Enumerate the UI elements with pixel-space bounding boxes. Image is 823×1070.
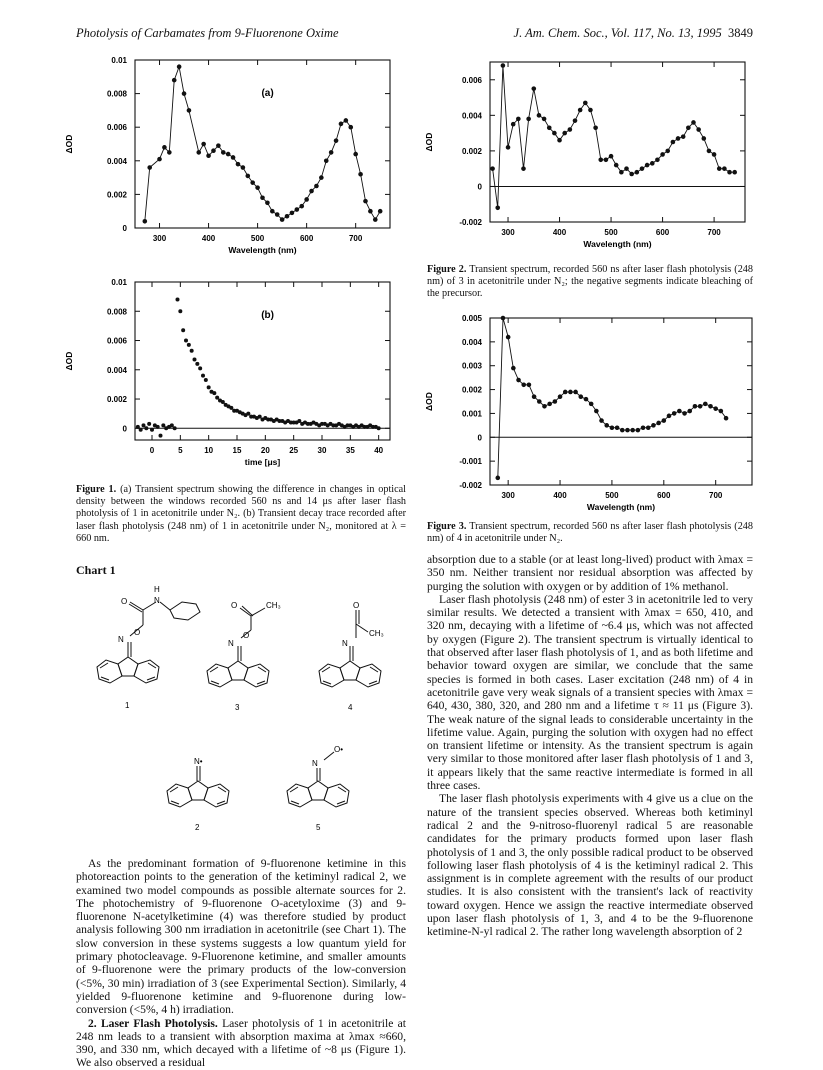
fig2-data-point xyxy=(547,125,552,130)
fig3-data-point xyxy=(682,411,687,416)
fig1b-data-point xyxy=(297,419,301,423)
fig1b-ylabel: ΔOD xyxy=(64,351,74,371)
fig3-xlabel: Wavelength (nm) xyxy=(586,502,656,512)
fig3-data-point xyxy=(553,399,558,404)
fig3-data-point xyxy=(636,428,641,433)
figure-2 xyxy=(420,52,760,262)
fig3-data-point xyxy=(563,390,568,395)
compound-4-methyl: CH₃ xyxy=(369,629,384,638)
fig3-ytick-label: 0.002 xyxy=(461,385,482,395)
fig1a-ytick-label: 0.01 xyxy=(111,56,127,65)
fig2-data-point xyxy=(619,170,624,175)
fig1a-data-point xyxy=(182,91,187,96)
fig1b-data-point xyxy=(144,426,148,430)
fig1a-xtick-label: 500 xyxy=(250,234,265,243)
fig3-data-point xyxy=(610,425,615,430)
fig1b-data-point xyxy=(204,378,208,382)
compound-5-nitrogen: N xyxy=(312,759,318,768)
fig1a-data-point xyxy=(270,209,275,214)
compound-5-radical-oxygen: O• xyxy=(334,745,344,754)
fig1b-xtick-label: 40 xyxy=(374,446,384,455)
fig1b-data-point xyxy=(136,425,140,429)
fig3-data-point xyxy=(630,428,635,433)
fig1b-xtick-label: 25 xyxy=(289,446,299,455)
fig3-ylabel: ΔOD xyxy=(424,392,434,411)
fig1a-data-point xyxy=(167,150,172,155)
chart-1-title: Chart 1 xyxy=(76,563,116,577)
fig2-ytick-label: 0.004 xyxy=(461,111,482,121)
fig2-data-point xyxy=(722,166,727,171)
fig2-xtick-label: 400 xyxy=(552,228,567,237)
fig1b-xlabel: time [μs] xyxy=(244,457,281,467)
fig1b-data-point xyxy=(246,412,250,416)
fig3-data-point xyxy=(646,425,651,430)
fig3-data-point xyxy=(708,404,713,409)
fig1b-data-point xyxy=(161,423,165,427)
fig1b-frame xyxy=(135,282,390,440)
fig1a-frame xyxy=(135,60,390,228)
fig3-data-point xyxy=(719,409,724,414)
fig3-data-point xyxy=(521,383,526,388)
fig1b-ytick-label: 0.002 xyxy=(106,395,127,405)
fig3-data-point xyxy=(698,404,703,409)
fig3-ytick-label: 0.001 xyxy=(461,409,482,419)
fig3-data-point xyxy=(506,335,511,340)
fig1a-xtick-label: 600 xyxy=(299,234,314,243)
fig3-ytick-label: 0.004 xyxy=(461,337,482,347)
compound-4-structure xyxy=(319,610,381,687)
fig1a-data-point xyxy=(339,122,344,127)
figure-3-caption xyxy=(427,521,753,545)
fig2-data-point xyxy=(495,205,500,210)
fig1b-xtick-label: 15 xyxy=(232,446,242,455)
compound-3-carbonyl-oxygen: O xyxy=(231,601,238,610)
fig1b-data-point xyxy=(207,385,211,389)
fig2-data-point xyxy=(531,86,536,91)
fig1b-data-point xyxy=(187,343,191,347)
fig2-data-point xyxy=(511,122,516,127)
fig3-data-point xyxy=(537,399,542,404)
right-column-text xyxy=(427,553,753,939)
fig3-data-point xyxy=(594,409,599,414)
fig2-data-point xyxy=(604,157,609,162)
fig1b-panel-label: (b) xyxy=(261,310,274,321)
fig3-data-point xyxy=(672,411,677,416)
right-paragraph-3: The laser flash photolysis experiments with 4 give us a clue on the nature of the transient species observed. Whereas both ketiminyl radical 2 and the 9-nitroso-fluorenyl radical 5 are reasonable candidates for the primary products formed upon laser flash photolysis of 1 and 3, the only possible radical product to be observed following laser flash photolysis of 4 is the ketiminyl radical 2. This assignment is in complete agreement with the results of our product studies. It is also consistent with the transient's lack of reactivity toward oxygen. Hence we assign the reactive intermediate observed upon laser flash photolysis of 1, 3, and 4 to be the 9-fluorenone ketimine-N-yl radical 2. The rather long wavelength absorption of 2 xyxy=(427,792,753,939)
compound-2-radical-nitrogen: N• xyxy=(194,757,203,766)
fig1a-ytick-label: 0.006 xyxy=(106,123,127,133)
fig2-ytick-label: -0.002 xyxy=(459,218,482,227)
compound-3-nitrogen: N xyxy=(228,639,234,648)
section-heading-laser-flash-photolysis: 2. Laser Flash Photolysis. xyxy=(88,1016,218,1030)
fig2-data-point xyxy=(686,125,691,130)
fig1a-data-point xyxy=(236,162,241,167)
compound-3-label: 3 xyxy=(235,703,240,712)
fig3-data-point xyxy=(651,423,656,428)
fig1b-data-point xyxy=(221,400,225,404)
fig1b-data-point xyxy=(229,406,233,410)
fig1a-data-point xyxy=(348,125,353,130)
left-paragraph-2 xyxy=(76,1017,406,1070)
fig1a-data-point xyxy=(196,150,201,155)
chart-1-structures xyxy=(88,580,408,850)
fig3-data-point xyxy=(495,476,500,481)
fig2-xtick-label: 300 xyxy=(501,228,515,237)
fig3-ytick-label: -0.002 xyxy=(459,481,482,490)
fig1a-data-point xyxy=(177,64,182,69)
fig2-data-point xyxy=(583,101,588,106)
fig1a-data-point xyxy=(275,212,280,217)
fig1a-ytick-label: 0.008 xyxy=(106,89,127,99)
fig1a-data-point xyxy=(143,219,148,224)
fig1a-data-point xyxy=(245,174,250,179)
fig3-data-point xyxy=(573,390,578,395)
fig2-data-point xyxy=(593,125,598,130)
figure-3-svg xyxy=(420,310,765,515)
fig1b-data-point xyxy=(195,362,199,366)
fig1b-data-point xyxy=(258,415,262,419)
fig3-data-point xyxy=(662,418,667,423)
fig1b-xtick-label: 0 xyxy=(149,446,155,455)
fig1a-ytick-label: 0.002 xyxy=(106,190,127,200)
fig1b-data-point xyxy=(147,422,151,426)
left-column-text xyxy=(76,857,406,1070)
fig1b-data-point xyxy=(159,434,163,438)
fig2-xlabel: Wavelength (nm) xyxy=(583,239,652,249)
compound-5-structure xyxy=(287,752,349,807)
fig1b-data-point xyxy=(201,374,205,378)
fig2-ylabel: ΔOD xyxy=(424,132,434,152)
fig1a-data-point xyxy=(295,207,300,212)
left-paragraph-2-text: Laser photolysis of 1 in acetonitrile at 248 nm leads to a transient with absorption maxima at λmax ≈660, 390, and 330 nm, which decayed with a lifetime of ~8 μs (Figure 1). We also observed a residual xyxy=(76,1016,406,1070)
fig1b-ytick-label: 0.01 xyxy=(111,278,127,287)
compound-4-label: 4 xyxy=(348,703,353,712)
fig1b-data-point xyxy=(173,426,177,430)
fig3-data-point xyxy=(667,414,672,419)
compound-1-hydrogen: H xyxy=(154,585,160,594)
right-paragraph-2: Laser flash photolysis (248 nm) of ester 3 in acetonitrile led to very similar results. We detected a transient with λmax = 650, 410, and 320 nm, decaying with a lifetime of ~6.4 μs, which was not affected by oxygen (Figure 2). The transient spectrum is virtually identical to that observed after laser flash photolysis of 1, and as both lifetime and behavior toward oxygen are similar, we conclude that the same species is formed in both cases. Laser excitation (248 nm) of 4 in acetonitrile gave very weak signals of a transient species with λmax = 640, 430, 380, 320, and 280 nm and a lifetime τ ≈ 11 μs (Figure 3). The weak nature of the signal leads to considerable uncertainty in the lifetime value. Again, purging the solution with oxygen had no effect on transient lifetime or intensity. As the transient spectrum is again very similar to those monitored after laser flash photolysis of 1 and 3, it appears likely that the same reactive intermediate is formed in all three cases. xyxy=(427,592,753,793)
fig1a-ytick-label: 0.004 xyxy=(106,156,127,166)
fig2-data-point xyxy=(614,163,619,168)
figure-1b xyxy=(60,276,400,476)
left-paragraph-1: As the predominant formation of 9-fluorenone ketimine in this photoreaction points to the generation of the ketiminyl radical 2, we examined two model compounds as possible alternate sources for 2. The photochemistry of 9-fluorenone O-acetyloxime (3) and 9-fluorenone N-acetylketimine (4) was therefore studied by product analysis following 300 nm irradiation in acetonitrile (see Chart 1). The slow conversion in these systems suggests a low quantum yield for primary photocleavage. 9-Fluorenone ketimine, and smaller amounts of 9-fluorenone were the primary products of the low-conversion (<5%, 30 min) irradiation of 3 (see Experimental Section). Similarly, 4 yielded 9-fluorenone ketimine and 9-fluorenone during low-conversion (<5%, 4 h) irradiation. xyxy=(76,857,406,1017)
fig1a-data-point xyxy=(250,180,255,185)
fig1b-data-point xyxy=(139,428,143,432)
fig1b-data-point xyxy=(178,309,182,313)
fig1b-xtick-label: 20 xyxy=(260,446,270,455)
fig3-data-point xyxy=(584,397,589,402)
fig1a-ylabel: ΔOD xyxy=(64,134,74,154)
fig1b-data-point xyxy=(190,349,194,353)
fig1a-xlabel: Wavelength (nm) xyxy=(228,245,297,255)
fig1b-xtick-label: 30 xyxy=(317,446,327,455)
fig2-xtick-label: 700 xyxy=(707,228,721,237)
fig2-data-point xyxy=(629,172,634,177)
figure-3 xyxy=(420,310,765,515)
fig1a-data-point xyxy=(211,148,216,153)
fig1a-data-point xyxy=(309,189,314,194)
fig2-data-point xyxy=(655,157,660,162)
fig1a-data-point xyxy=(231,155,236,160)
figure-1-caption-label: Figure 1. xyxy=(76,484,117,495)
fig1a-data-point xyxy=(373,217,378,222)
compound-1-label: 1 xyxy=(125,701,130,710)
figure-3-caption-label: Figure 3. xyxy=(427,521,467,532)
fig3-ytick-label: -0.001 xyxy=(459,457,482,467)
figure-2-svg xyxy=(420,52,760,262)
fig1a-data-point xyxy=(187,108,192,113)
fig3-ytick-label: 0 xyxy=(477,433,482,443)
fig2-data-point xyxy=(645,163,650,168)
fig1a-data-point xyxy=(304,197,309,202)
fig3-xtick-label: 600 xyxy=(657,491,671,500)
fig1a-data-point xyxy=(353,152,358,157)
fig1a-xtick-label: 700 xyxy=(348,234,363,243)
fig2-data-point xyxy=(707,149,712,154)
figure-1b-svg xyxy=(60,276,400,476)
fig3-data-point xyxy=(599,418,604,423)
fig2-xtick-label: 500 xyxy=(604,228,618,237)
fig1a-data-point xyxy=(157,157,162,162)
fig2-data-point xyxy=(640,166,645,171)
fig2-data-point xyxy=(598,157,603,162)
compound-3-structure xyxy=(207,606,269,687)
fig1a-data-point xyxy=(358,172,363,177)
fig2-data-point xyxy=(701,136,706,141)
fig2-ytick-label: 0 xyxy=(477,182,482,192)
fig2-data-point xyxy=(732,170,737,175)
fig1b-data-point xyxy=(212,391,216,395)
fig1b-data-point xyxy=(193,358,197,362)
fig1b-ytick-label: 0.004 xyxy=(106,365,127,375)
fig3-data-point xyxy=(620,428,625,433)
fig1a-data-point xyxy=(172,78,177,83)
fig1a-panel-label: (a) xyxy=(261,88,274,99)
fig3-xtick-label: 300 xyxy=(501,491,515,500)
fig3-data-point xyxy=(703,402,708,407)
fig1a-data-point xyxy=(378,209,383,214)
fig2-data-point xyxy=(588,108,593,113)
fig2-data-point xyxy=(635,170,640,175)
fig1b-data-point xyxy=(215,396,219,400)
fig1b-ytick-label: 0.008 xyxy=(106,307,127,317)
fig1a-data-point xyxy=(334,138,339,143)
fig1b-data-point xyxy=(181,328,185,332)
fig2-data-point xyxy=(552,131,557,136)
fig2-data-point xyxy=(624,166,629,171)
fig1b-data-point xyxy=(377,426,381,430)
fig1b-xtick-label: 35 xyxy=(345,446,355,455)
right-paragraph-1: absorption due to a stable (or at least long-lived) product with λmax = 350 nm. Neither transient nor residual absorption was affected by purging the solution with oxygen or by addition of 1% methanol. xyxy=(427,553,753,593)
compound-2-structure xyxy=(167,766,229,807)
fig2-data-point xyxy=(681,134,686,139)
fig3-data-point xyxy=(677,409,682,414)
fig3-xtick-label: 400 xyxy=(553,491,567,500)
figure-1-caption-text: (a) Transient spectrum showing the difference in changes in optical density between the windows recorded 560 ns and 14 μs after laser flash photolysis of 1 in acetonitrile under N₂. (b) Transient decay trace recorded after laser flash photolysis (248 nm) of 1 in acetonitrile under N₂, monitored at λ = 660 nm. xyxy=(76,484,407,544)
compound-1-structure xyxy=(97,602,200,683)
fig1a-data-point xyxy=(162,145,167,150)
fig1b-xtick-label: 5 xyxy=(178,446,183,455)
compound-2-label: 2 xyxy=(195,823,200,832)
running-header-title: Photolysis of Carbamates from 9-Fluorenone Oxime xyxy=(76,26,339,40)
page-number: 3849 xyxy=(728,26,753,40)
fig2-data-point xyxy=(578,108,583,113)
fig1a-xtick-label: 400 xyxy=(201,234,216,243)
fig1a-ytick-label: 0 xyxy=(122,224,127,233)
fig1a-data-point xyxy=(241,165,246,170)
chart-1-svg xyxy=(88,580,408,850)
fig2-data-point xyxy=(712,152,717,157)
fig1b-data-point xyxy=(150,428,154,432)
fig2-data-point xyxy=(521,166,526,171)
compound-4-carbonyl-oxygen: O xyxy=(353,601,360,610)
figure-2-caption-text: Transient spectrum, recorded 560 ns after laser flash photolysis (248 nm) of 3 in acetonitrile under N₂; the negative segments indicate bleaching of the precursor. xyxy=(427,264,753,300)
fig3-data-point xyxy=(693,404,698,409)
fig2-data-point xyxy=(526,117,531,122)
compound-1-carbonyl-oxygen: O xyxy=(121,597,128,606)
fig1b-data-point xyxy=(198,366,202,370)
fig3-xtick-label: 500 xyxy=(605,491,619,500)
fig2-data-point xyxy=(609,154,614,159)
fig1b-data-point xyxy=(176,298,180,302)
fig3-data-point xyxy=(604,423,609,428)
compound-5-label: 5 xyxy=(316,823,321,832)
compound-3-methyl: CH₃ xyxy=(266,601,281,610)
fig3-data-point xyxy=(625,428,630,433)
figure-2-caption-label: Figure 2. xyxy=(427,264,467,275)
fig1a-data-point xyxy=(290,211,295,216)
compound-1-oxygen: O xyxy=(134,628,141,637)
fig3-ytick-label: 0.005 xyxy=(461,314,482,323)
fig1a-data-point xyxy=(206,153,211,158)
fig2-data-point xyxy=(568,127,573,132)
fig2-frame xyxy=(490,62,745,222)
fig2-data-point xyxy=(516,117,521,122)
fig1a-data-point xyxy=(260,195,265,200)
fig1a-data-point xyxy=(226,152,231,157)
fig3-frame xyxy=(490,318,752,485)
fig2-data-point xyxy=(506,145,511,150)
fig2-data-point xyxy=(490,166,495,171)
compound-4-nitrogen: N xyxy=(342,639,348,648)
fig2-data-point xyxy=(562,131,567,136)
fig2-data-point xyxy=(696,127,701,132)
fig3-data-point xyxy=(558,394,563,399)
fig2-ytick-label: 0.006 xyxy=(461,75,482,85)
fig1a-data-point xyxy=(329,150,334,155)
fig3-data-point xyxy=(568,390,573,395)
running-header-journal xyxy=(514,26,753,41)
fig3-data-point xyxy=(532,394,537,399)
fig3-data-point xyxy=(542,404,547,409)
fig1a-xtick-label: 300 xyxy=(152,234,167,243)
fig3-series-line xyxy=(498,318,726,478)
fig1a-data-point xyxy=(285,214,290,219)
fig1a-data-point xyxy=(201,142,206,147)
compound-3-oxygen: O xyxy=(243,631,250,640)
fig1a-data-point xyxy=(221,150,226,155)
compound-1-amide-nitrogen: N xyxy=(154,596,160,605)
figure-1-caption xyxy=(76,484,406,545)
fig3-data-point xyxy=(641,425,646,430)
fig1a-data-point xyxy=(216,143,221,148)
fig2-data-point xyxy=(727,170,732,175)
fig1a-data-point xyxy=(147,165,152,170)
fig2-data-point xyxy=(665,149,670,154)
fig3-ytick-label: 0.003 xyxy=(461,361,482,371)
fig1b-data-point xyxy=(184,339,188,343)
fig3-data-point xyxy=(589,402,594,407)
fig3-data-point xyxy=(578,394,583,399)
fig3-data-point xyxy=(516,378,521,383)
fig3-data-point xyxy=(724,416,729,421)
fig2-data-point xyxy=(717,166,722,171)
fig1a-data-point xyxy=(255,185,260,190)
figure-1a-svg xyxy=(60,52,400,267)
fig1a-data-point xyxy=(363,199,368,204)
fig3-data-point xyxy=(713,406,718,411)
figure-1a xyxy=(60,52,400,267)
fig2-ytick-label: 0.002 xyxy=(461,146,482,156)
fig1a-data-point xyxy=(265,201,270,206)
fig1a-data-point xyxy=(319,175,324,180)
fig1b-ytick-label: 0 xyxy=(122,424,127,434)
fig3-data-point xyxy=(511,366,516,371)
figure-3-caption-text: Transient spectrum, recorded 560 ns after laser flash photolysis (248 nm) of 4 in acetonitrile under N₂. xyxy=(427,521,753,545)
fig2-data-point xyxy=(671,140,676,145)
fig2-data-point xyxy=(542,117,547,122)
fig1b-data-point xyxy=(142,423,146,427)
fig3-data-point xyxy=(501,316,506,321)
fig1b-data-point xyxy=(156,425,160,429)
fig1b-xtick-label: 10 xyxy=(204,446,214,455)
fig1a-data-point xyxy=(324,159,329,164)
fig2-data-point xyxy=(691,120,696,125)
fig1b-data-point xyxy=(170,423,174,427)
fig1a-data-point xyxy=(299,204,304,209)
fig2-data-point xyxy=(676,136,681,141)
fig1a-data-point xyxy=(280,217,285,222)
fig3-data-point xyxy=(527,383,532,388)
fig1a-data-point xyxy=(344,118,349,123)
fig3-data-point xyxy=(547,402,552,407)
fig3-data-point xyxy=(687,409,692,414)
fig2-data-point xyxy=(537,113,542,118)
fig2-data-point xyxy=(573,118,578,123)
fig2-data-point xyxy=(557,138,562,143)
journal-citation: J. Am. Chem. Soc., Vol. 117, No. 13, 1995 xyxy=(513,26,722,40)
fig2-data-point xyxy=(660,152,665,157)
figure-2-caption xyxy=(427,264,753,301)
fig3-xtick-label: 700 xyxy=(709,491,723,500)
fig2-xtick-label: 600 xyxy=(655,228,670,237)
fig2-data-point xyxy=(501,63,506,68)
fig1a-data-point xyxy=(368,209,373,214)
compound-1-nitrogen: N xyxy=(118,635,124,644)
fig3-data-point xyxy=(656,421,661,426)
fig2-data-point xyxy=(650,161,655,166)
fig1a-data-point xyxy=(314,184,319,189)
fig3-data-point xyxy=(615,425,620,430)
fig1b-ytick-label: 0.006 xyxy=(106,336,127,346)
